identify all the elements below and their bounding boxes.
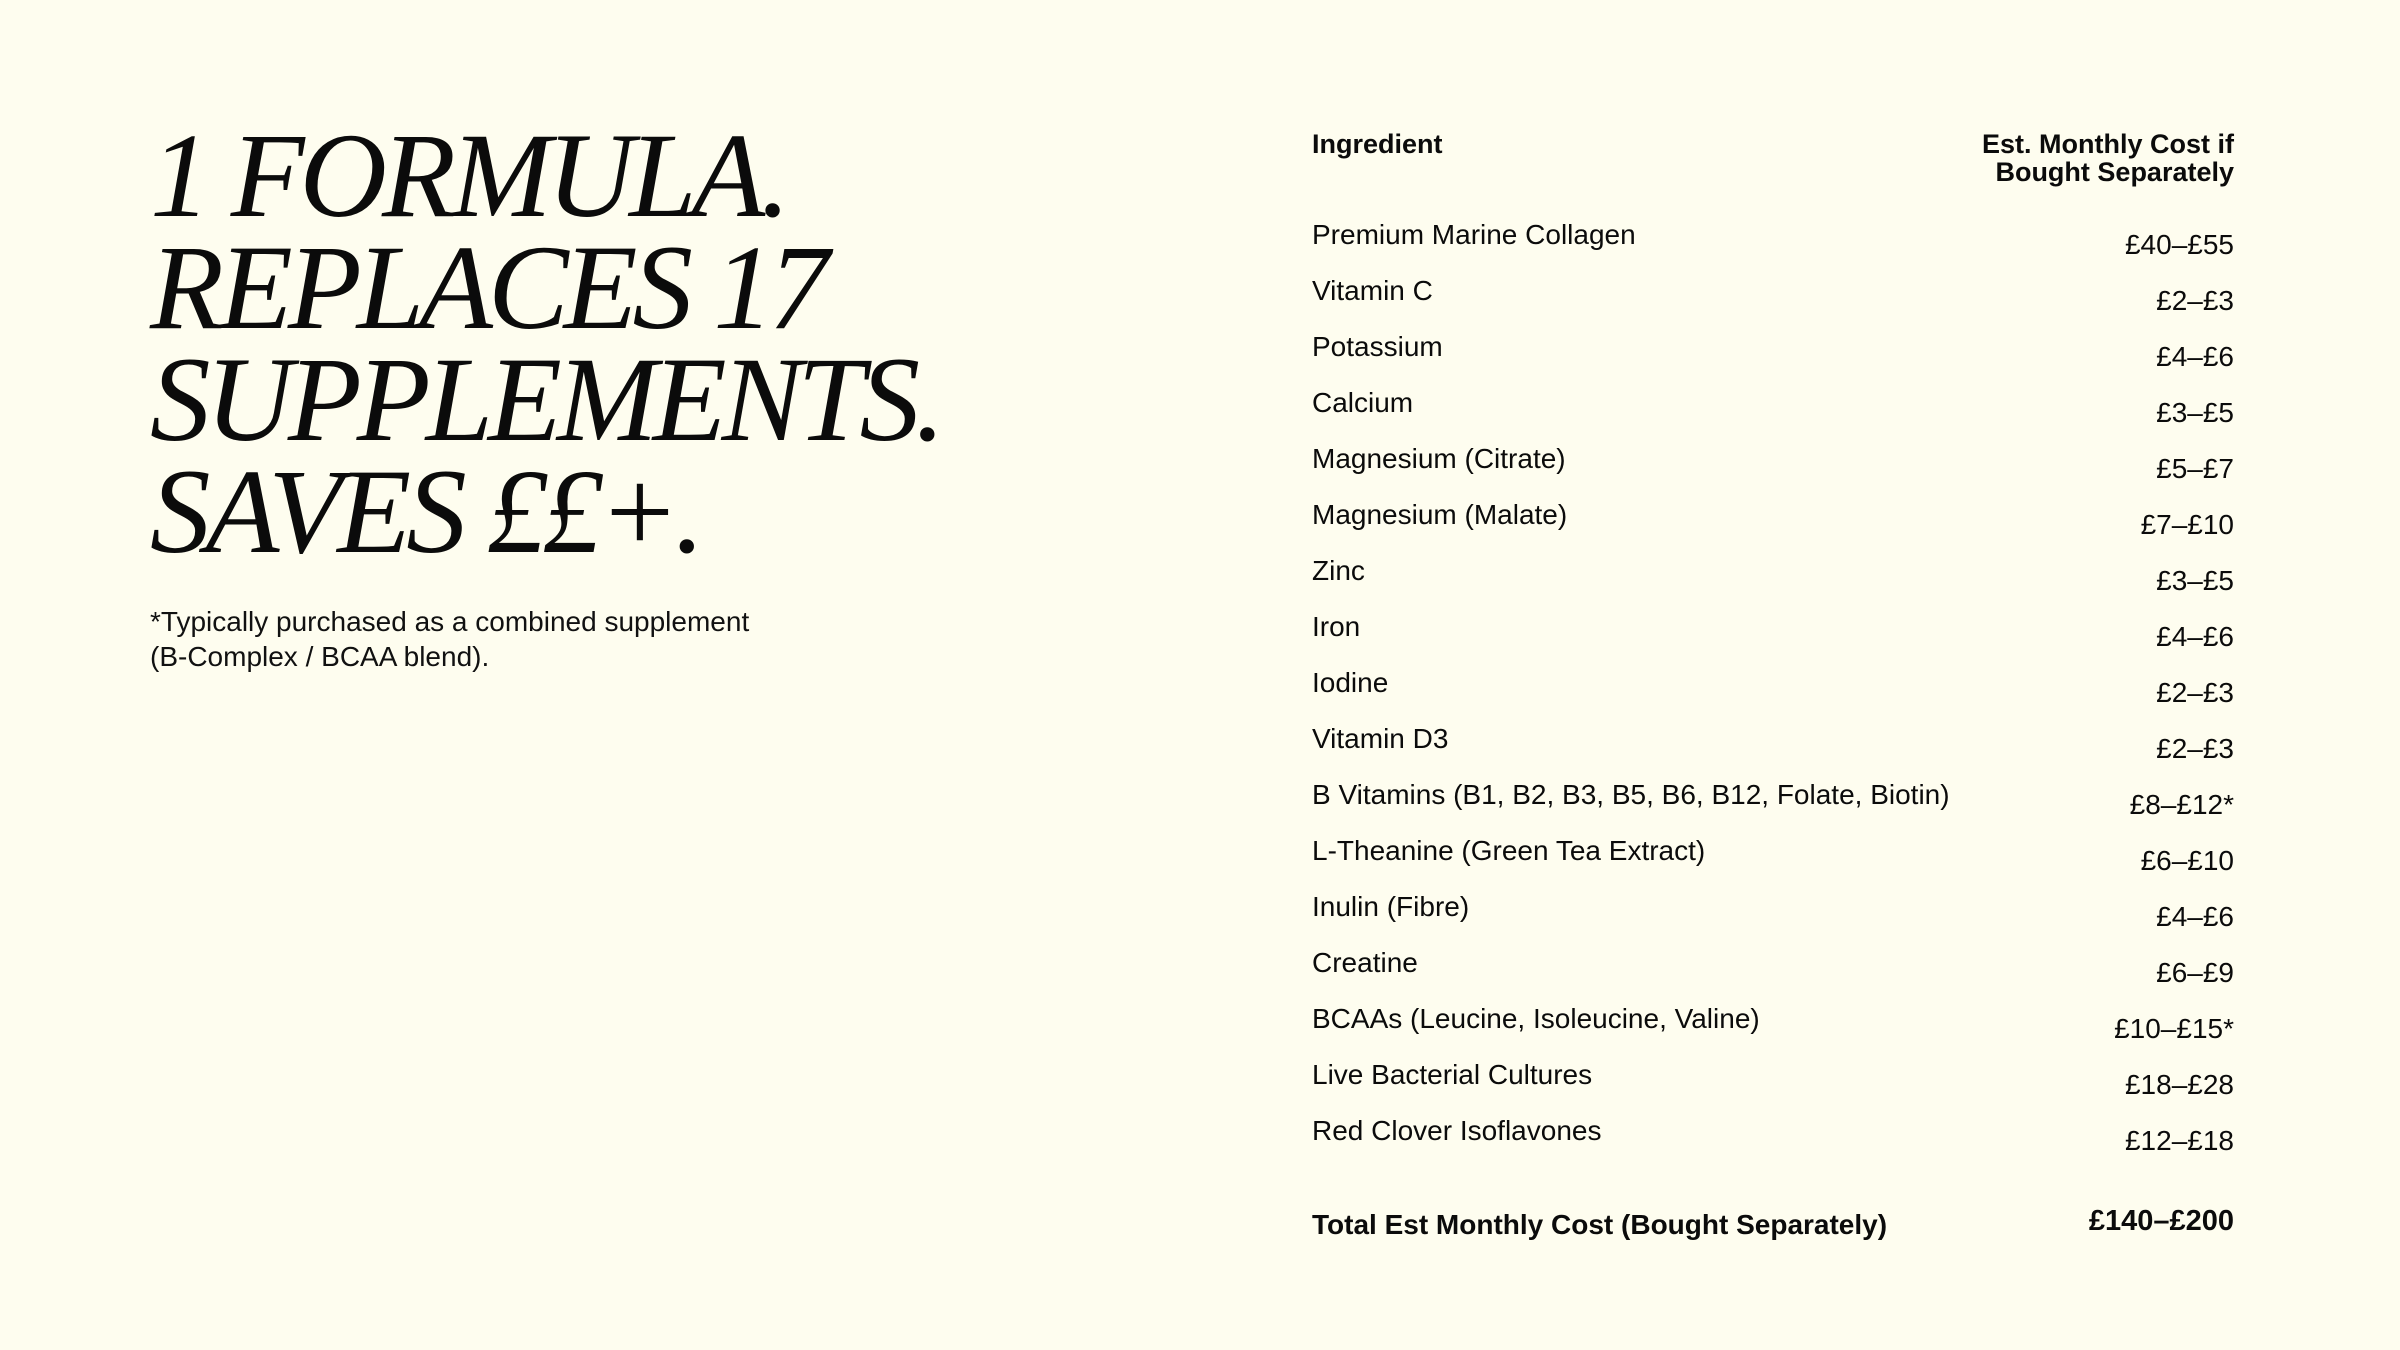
table-body — [1312, 220, 2234, 1172]
table-row — [1312, 220, 2234, 276]
headline-line: SUPPLEMENTS. — [150, 333, 941, 467]
ingredient-cost: £7–£10 — [2140, 509, 2234, 540]
table-total-row — [1312, 1206, 2234, 1240]
ingredient-name: Potassium — [1312, 331, 1443, 362]
table-row — [1312, 1060, 2234, 1116]
headline-line: 1 FORMULA. — [150, 109, 786, 243]
ingredient-cost: £4–£6 — [2156, 901, 2234, 932]
ingredient-name: Magnesium (Citrate) — [1312, 443, 1566, 474]
ingredient-cost: £3–£5 — [2156, 565, 2234, 596]
header-monthly-cost — [1914, 130, 2234, 186]
headline-line: SAVES ££+. — [150, 445, 700, 579]
table-row — [1312, 500, 2234, 556]
ingredient-name: Iron — [1312, 611, 1361, 642]
header-cost-line: Est. Monthly Cost if — [1982, 129, 2234, 159]
table-row — [1312, 332, 2234, 388]
footnote-line: (B-Complex / BCAA blend). — [150, 641, 490, 672]
table-row — [1312, 780, 2234, 836]
ingredient-name: Red Clover Isoflavones — [1312, 1115, 1602, 1146]
ingredient-name: Live Bacterial Cultures — [1312, 1059, 1593, 1090]
ingredient-name: Calcium — [1312, 387, 1414, 418]
table-row — [1312, 948, 2234, 1004]
ingredient-name: Iodine — [1312, 667, 1389, 698]
ingredient-cost: £40–£55 — [2124, 229, 2234, 260]
ingredient-cost-table — [1312, 130, 2234, 1240]
table-header — [1312, 130, 2234, 220]
total-label: Total Est Monthly Cost (Bought Separately) — [1312, 1209, 1888, 1240]
header-ingredient: Ingredient — [1312, 129, 1443, 159]
ingredient-name: Magnesium (Malate) — [1312, 499, 1568, 530]
headline-line: REPLACES 17 — [150, 221, 825, 355]
table-row — [1312, 276, 2234, 332]
ingredient-name: Premium Marine Collagen — [1312, 219, 1636, 250]
ingredient-cost: £2–£3 — [2156, 733, 2234, 764]
table-row — [1312, 668, 2234, 724]
footnote-line: *Typically purchased as a combined supplement — [150, 606, 750, 637]
ingredient-cost: £2–£3 — [2156, 285, 2234, 316]
ingredient-cost: £8–£12* — [2129, 789, 2234, 820]
table-row — [1312, 892, 2234, 948]
ingredient-cost: £6–£9 — [2156, 957, 2234, 988]
total-value: £140–£200 — [2088, 1205, 2234, 1237]
ingredient-cost: £18–£28 — [2124, 1069, 2234, 1100]
ingredient-name: Vitamin C — [1312, 275, 1433, 306]
hero-section — [150, 109, 1050, 674]
ingredient-cost: £3–£5 — [2156, 397, 2234, 428]
footnote — [150, 604, 1050, 674]
ingredient-cost: £5–£7 — [2156, 453, 2234, 484]
table-row — [1312, 1004, 2234, 1060]
table-row — [1312, 1116, 2234, 1172]
ingredient-name: Creatine — [1312, 947, 1418, 978]
headline — [150, 109, 1050, 579]
ingredient-cost: £6–£10 — [2140, 845, 2234, 876]
table-row — [1312, 612, 2234, 668]
table-row — [1312, 724, 2234, 780]
ingredient-name: Vitamin D3 — [1312, 723, 1449, 754]
table-row — [1312, 444, 2234, 500]
table-row — [1312, 836, 2234, 892]
ingredient-cost: £2–£3 — [2156, 677, 2234, 708]
ingredient-name: Zinc — [1312, 555, 1365, 586]
header-cost-line: Bought Separately — [1995, 157, 2234, 187]
ingredient-name: B Vitamins (B1, B2, B3, B5, B6, B12, Folate, Biotin) — [1312, 779, 1950, 810]
ingredient-name: Inulin (Fibre) — [1312, 891, 1470, 922]
ingredient-cost: £12–£18 — [2124, 1125, 2234, 1156]
ingredient-cost: £10–£15* — [2114, 1013, 2234, 1044]
ingredient-cost: £4–£6 — [2156, 621, 2234, 652]
table-row — [1312, 556, 2234, 612]
ingredient-name: BCAAs (Leucine, Isoleucine, Valine) — [1312, 1003, 1760, 1034]
ingredient-name: L-Theanine (Green Tea Extract) — [1312, 835, 1706, 866]
ingredient-cost: £4–£6 — [2156, 341, 2234, 372]
table-row — [1312, 388, 2234, 444]
